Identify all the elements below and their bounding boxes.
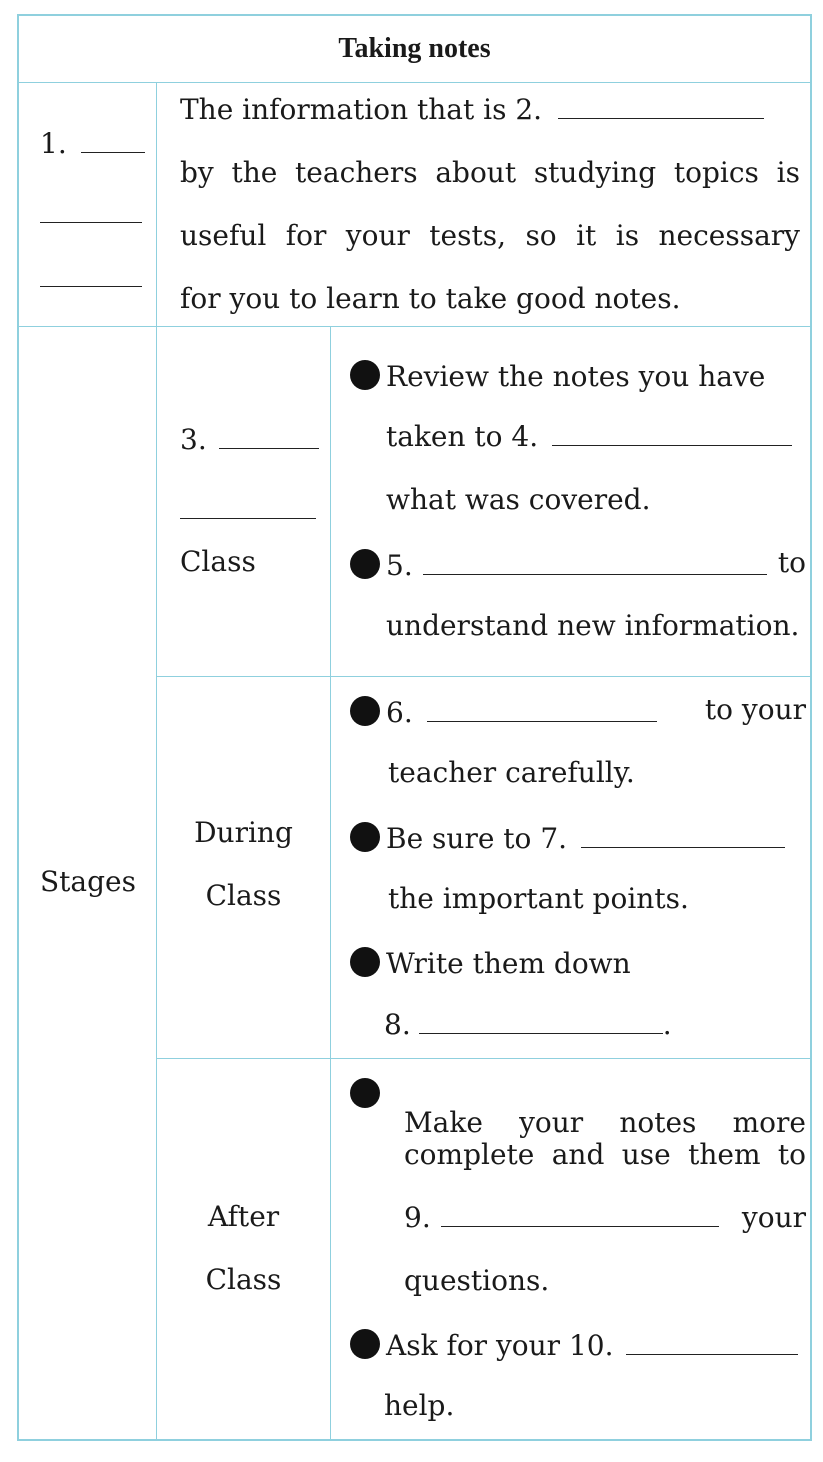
before-bullet-2-line-2: understand new information. [386, 609, 800, 642]
before-bullet-1-line-1: Review the notes you have [350, 360, 806, 391]
during-bullet-2-line-1: Be sure to 7. [350, 822, 806, 853]
blank-1-line-2 [40, 222, 142, 223]
title-divider [18, 82, 811, 83]
bullet-icon [350, 549, 380, 579]
after-label-1: After [207, 1200, 280, 1233]
after-bullet-1-words: Make your notes more [404, 1106, 806, 1139]
col1-divider [156, 83, 157, 1440]
after-bullet-2-line-1: Ask for your 10. [350, 1329, 806, 1360]
during-label-2: Class [205, 879, 282, 912]
after-bullet-1-line-1 [350, 1078, 806, 1139]
row1-line-1: The information that is 2. [180, 96, 800, 124]
during-bullet-3-line-1: Write them down [350, 947, 631, 978]
during-bullet-3-line-2: 8. . [384, 1008, 672, 1041]
before-bullet-2-line-1: 5. to [350, 549, 806, 580]
during-bullet-1-line-2: teacher carefully. [388, 756, 635, 789]
bullet-icon [350, 822, 380, 852]
bullet-icon [350, 947, 380, 977]
after-bullet-1-line-3: 9. your [404, 1201, 806, 1234]
row1-line-2: by the teachers about studying topics is [180, 156, 800, 189]
row1-divider [18, 326, 811, 327]
bullet-icon [350, 360, 380, 390]
during-bullet-2-line-2: the important points. [388, 882, 689, 915]
after-bullet-1-line-2: complete and use them to [404, 1138, 806, 1171]
table-title: Taking notes [338, 33, 491, 64]
blank-1-label: 1. [40, 130, 145, 158]
blank-3-line-2 [180, 518, 316, 519]
before-divider [157, 676, 811, 677]
before-class-word: Class [180, 545, 256, 578]
col2-divider [330, 327, 331, 1440]
during-divider [157, 1058, 811, 1059]
during-label-1: During [194, 816, 293, 849]
stages-label: Stages [40, 865, 136, 898]
blank-1-line-3 [40, 286, 142, 287]
during-bullet-1-line-1: 6. to your [350, 696, 806, 727]
before-bullet-1-line-3: what was covered. [386, 483, 651, 516]
after-label-2: Class [205, 1263, 282, 1296]
blank-3-label: 3. [180, 426, 319, 454]
before-bullet-1-line-2: taken to 4. [386, 423, 792, 451]
after-bullet-2-line-2: help. [384, 1389, 455, 1422]
row1-line-3: useful for your tests, so it is necessary [180, 219, 800, 252]
after-bullet-1-line-4: questions. [404, 1264, 550, 1297]
row1-line-4: for you to learn to take good notes. [180, 282, 681, 315]
bullet-icon [350, 696, 380, 726]
bullet-icon [350, 1329, 380, 1359]
bullet-icon [350, 1078, 380, 1108]
